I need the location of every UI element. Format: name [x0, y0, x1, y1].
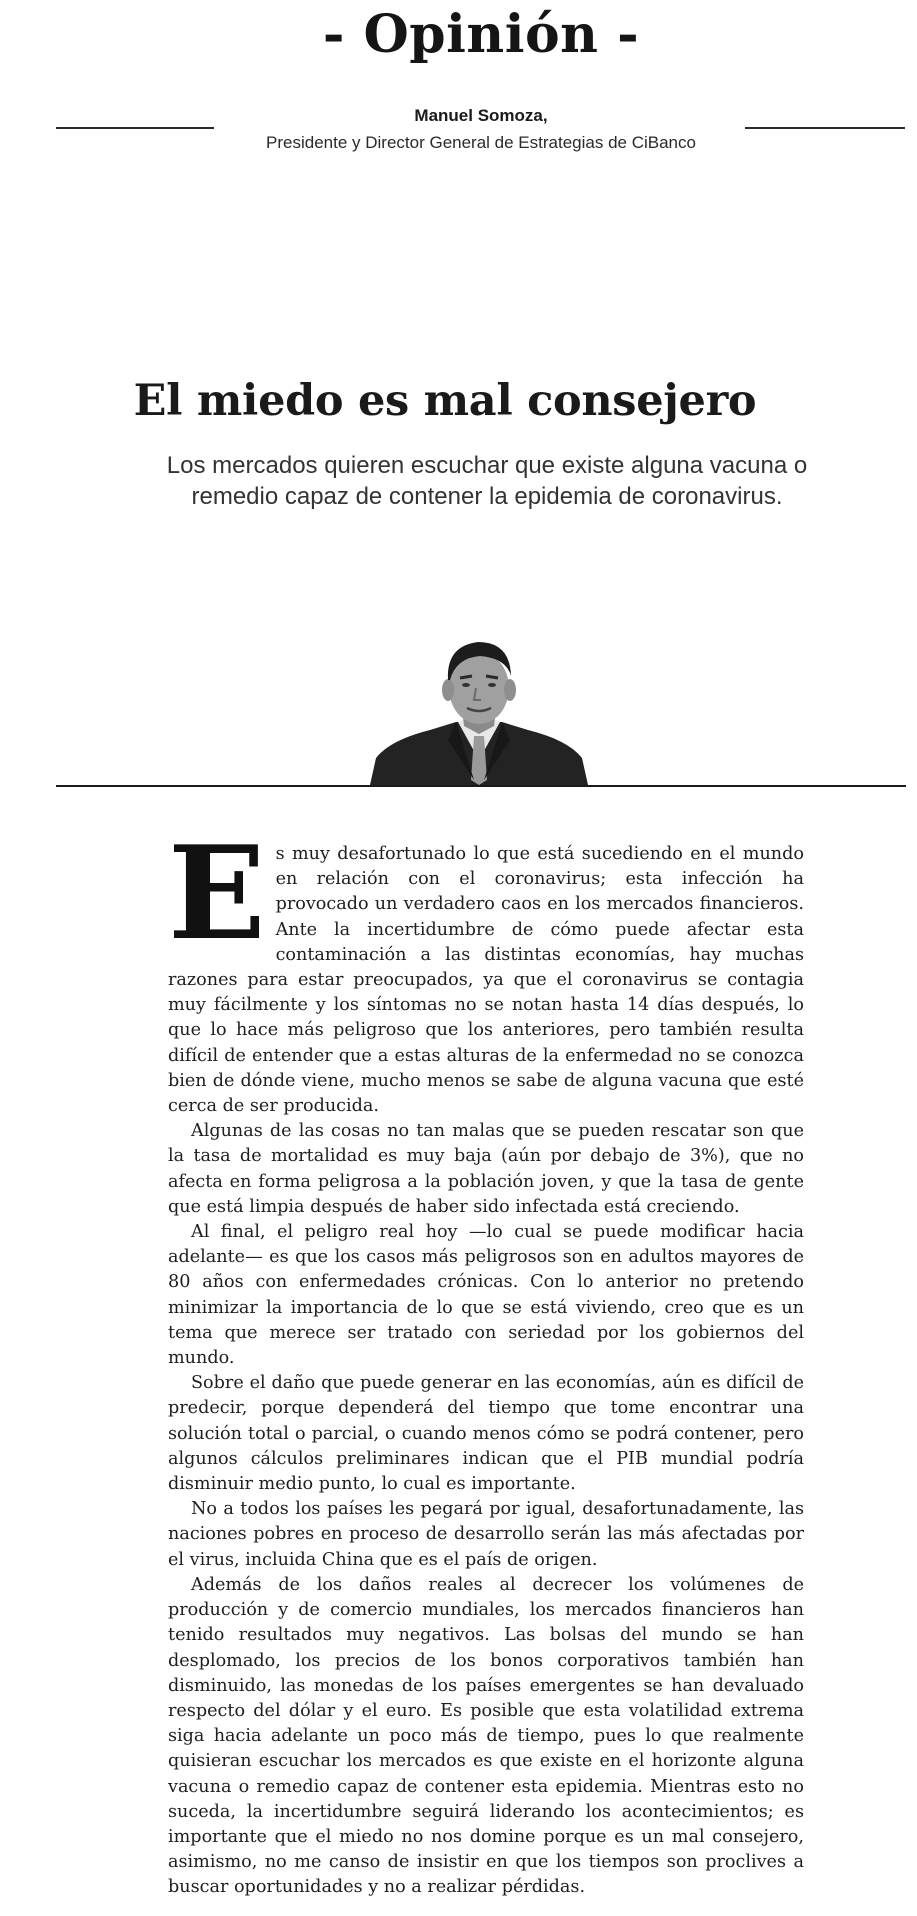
section-title: - Opinión -: [322, 4, 640, 65]
drop-cap: E: [168, 819, 266, 969]
body-paragraph: Además de los daños reales al decrecer los volúmenes de producción y de comercio mundiales, los mercados financieros han tenido resultados muy negativos. Las bolsas del mundo se han desplomado, los precios de los bonos corporativos también han disminuido, las monedas de los países emergentes se han devaluado respecto del dólar y el euro. Es posible que esta volatilidad extrema siga hacia adelante un poco más de tiempo, pues lo que realmente quisieran escuchar los mercados es que existe en el horizonte alguna vacuna o remedio capaz de contener esta epidemia. Mientras esto no suceda, la incertidumbre seguirá liderando los acontecimientos; es importante que el miedo no nos domine porque es un mal consejero, asimismo, no me canso de insistir en que los tiempos son proclives a buscar oportunidades y no a realizar pérdidas.: [168, 1574, 804, 1898]
photo-divider: [56, 785, 906, 787]
body-paragraph: Al final, el peligro real hoy —lo cual se puede modificar hacia adelante— es que los casos más peligrosos son en adultos mayores de 80 años con enfermedades crónicas. Con lo anterior no pretendo minimizar la importancia de lo que se está viviendo, creo que es un tema que merece ser tratado con seriedad por los gobiernos del mundo.: [168, 1222, 804, 1369]
author-photo: [370, 630, 588, 785]
article-headline: El miedo es mal consejero: [133, 376, 757, 426]
body-paragraph: [168, 819, 804, 1119]
article-subheadline: Los mercados quieren escuchar que existe alguna vacuna o remedio capaz de contener la epidemia de coronavirus.: [166, 452, 808, 510]
body-paragraph: Sobre el daño que puede generar en las economías, aún es difícil de predecir, porque dependerá del tiempo que tome encontrar una solución total o parcial, o cuando menos cómo se podrá contener, pero algunos cálculos preliminares indican que el PIB mundial podría disminuir medio punto, lo cual es importante.: [168, 1373, 804, 1495]
article-body: [168, 819, 804, 1901]
paragraph-text: s muy desafortunado lo que está sucediendo en el mundo en relación con el coronavirus; esta infección ha provocado un verdadero caos en los mercados financieros. Ante la incertidumbre de cómo puede afectar esta contaminación a las distintas economías, hay muchas razones para estar preocupados, ya que el coronavirus se contagia muy fácilmente y los síntomas no se notan hasta 14 días después, lo que lo hace más peligroso que los anteriores, pero también resulta difícil de entender que a estas alturas de la enfermedad no se conozca bien de dónde viene, mucho menos se sabe de alguna vacuna que esté cerca de ser producida.: [168, 844, 804, 1117]
body-paragraph: Algunas de las cosas no tan malas que se pueden rescatar son que la tasa de mortalidad es muy baja (aún por debajo de 3%), que no afecta en forma peligrosa a la población joven, y que la tasa de gente que está limpia después de haber sido infectada está creciendo.: [168, 1121, 804, 1217]
body-paragraph: No a todos los países les pegará por igual, desafortunadamente, las naciones pobres en proceso de desarrollo serán las más afectadas por el virus, incluida China que es el país de origen.: [168, 1499, 804, 1570]
author-name: Manuel Somoza,: [414, 106, 548, 125]
header-rule-left: [56, 127, 214, 129]
header-rule-right: [745, 127, 905, 129]
author-role: Presidente y Director General de Estrategias de CiBanco: [266, 133, 696, 152]
